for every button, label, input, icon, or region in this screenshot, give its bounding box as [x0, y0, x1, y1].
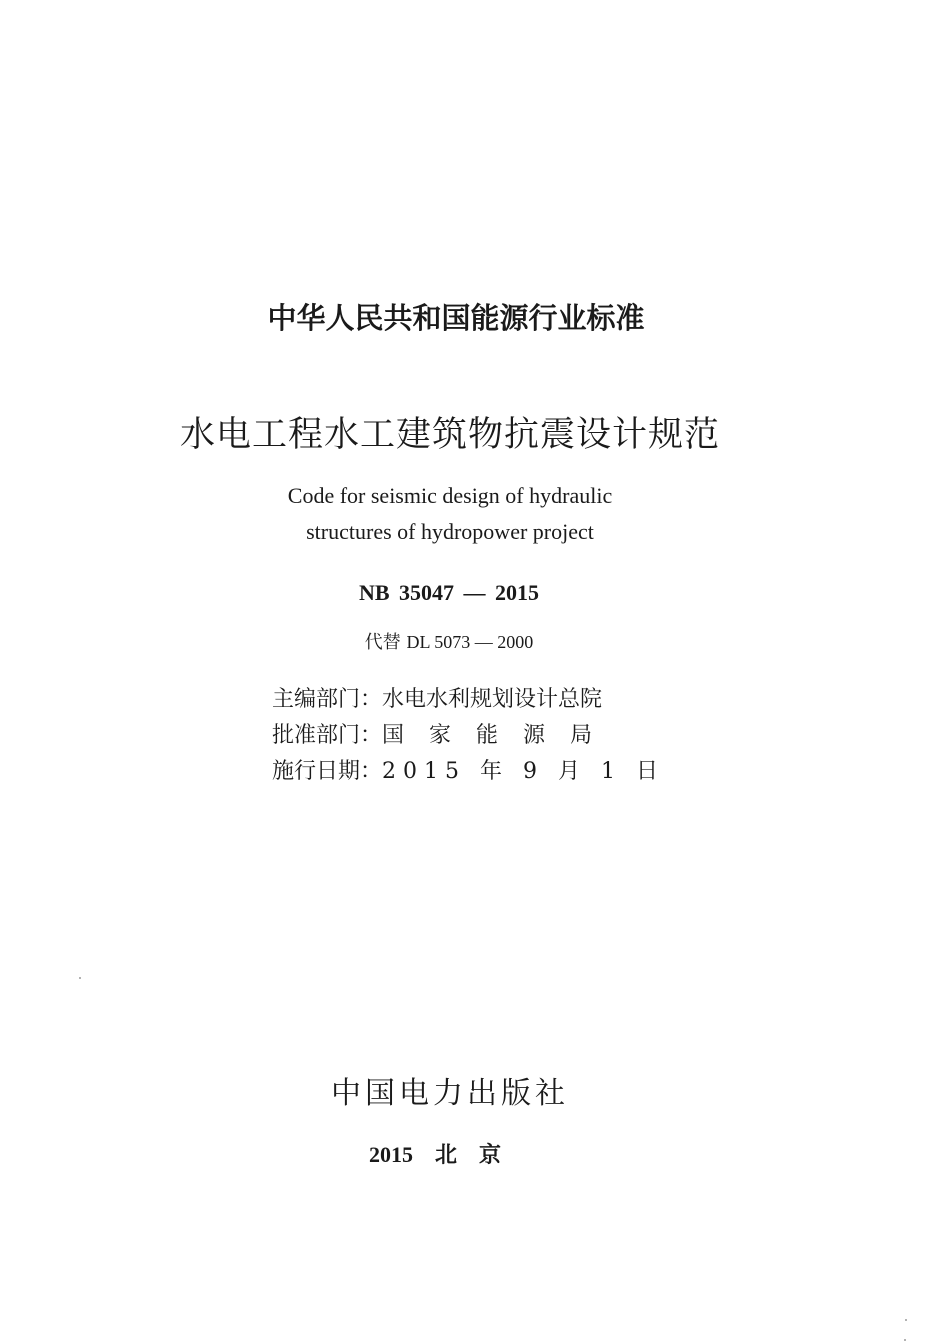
- publisher-name: 中国电力出版社: [331, 1076, 569, 1111]
- effective-date-value: 2015 年 9 月 1 日: [382, 759, 665, 784]
- standard-number: NB 35047 — 2015: [358, 580, 540, 605]
- publication-city: 北京: [434, 1143, 523, 1168]
- effective-date-label: 施行日期：: [272, 759, 383, 784]
- document-title-english-line1: Code for seismic design of hydraulic: [287, 483, 613, 508]
- publication-year: 2015: [368, 1142, 413, 1167]
- effective-date-row: [272, 756, 665, 788]
- scan-speck: [79, 977, 81, 979]
- document-title-chinese: 水电工程水工建筑物抗震设计规范: [179, 415, 720, 455]
- approver-row: [272, 720, 617, 752]
- replaces-label: 代替: [364, 632, 401, 653]
- replaces-line: [0, 628, 898, 654]
- scan-speck: [904, 1339, 906, 1341]
- editor-value: 水电水利规划设计总院: [382, 687, 603, 712]
- publication-imprint: [0, 1138, 892, 1169]
- document-title-english-line2: structures of hydropower project: [306, 519, 594, 544]
- approver-value: 国家能源局: [382, 723, 618, 748]
- editor-label: 主编部门：: [272, 687, 383, 712]
- scan-speck: [905, 1319, 907, 1321]
- replaces-code: DL 5073 — 2000: [406, 632, 534, 652]
- approver-label: 批准部门：: [272, 723, 383, 748]
- standard-category-heading: 中华人民共和国能源行业标准: [267, 301, 645, 335]
- editor-row: [272, 684, 602, 716]
